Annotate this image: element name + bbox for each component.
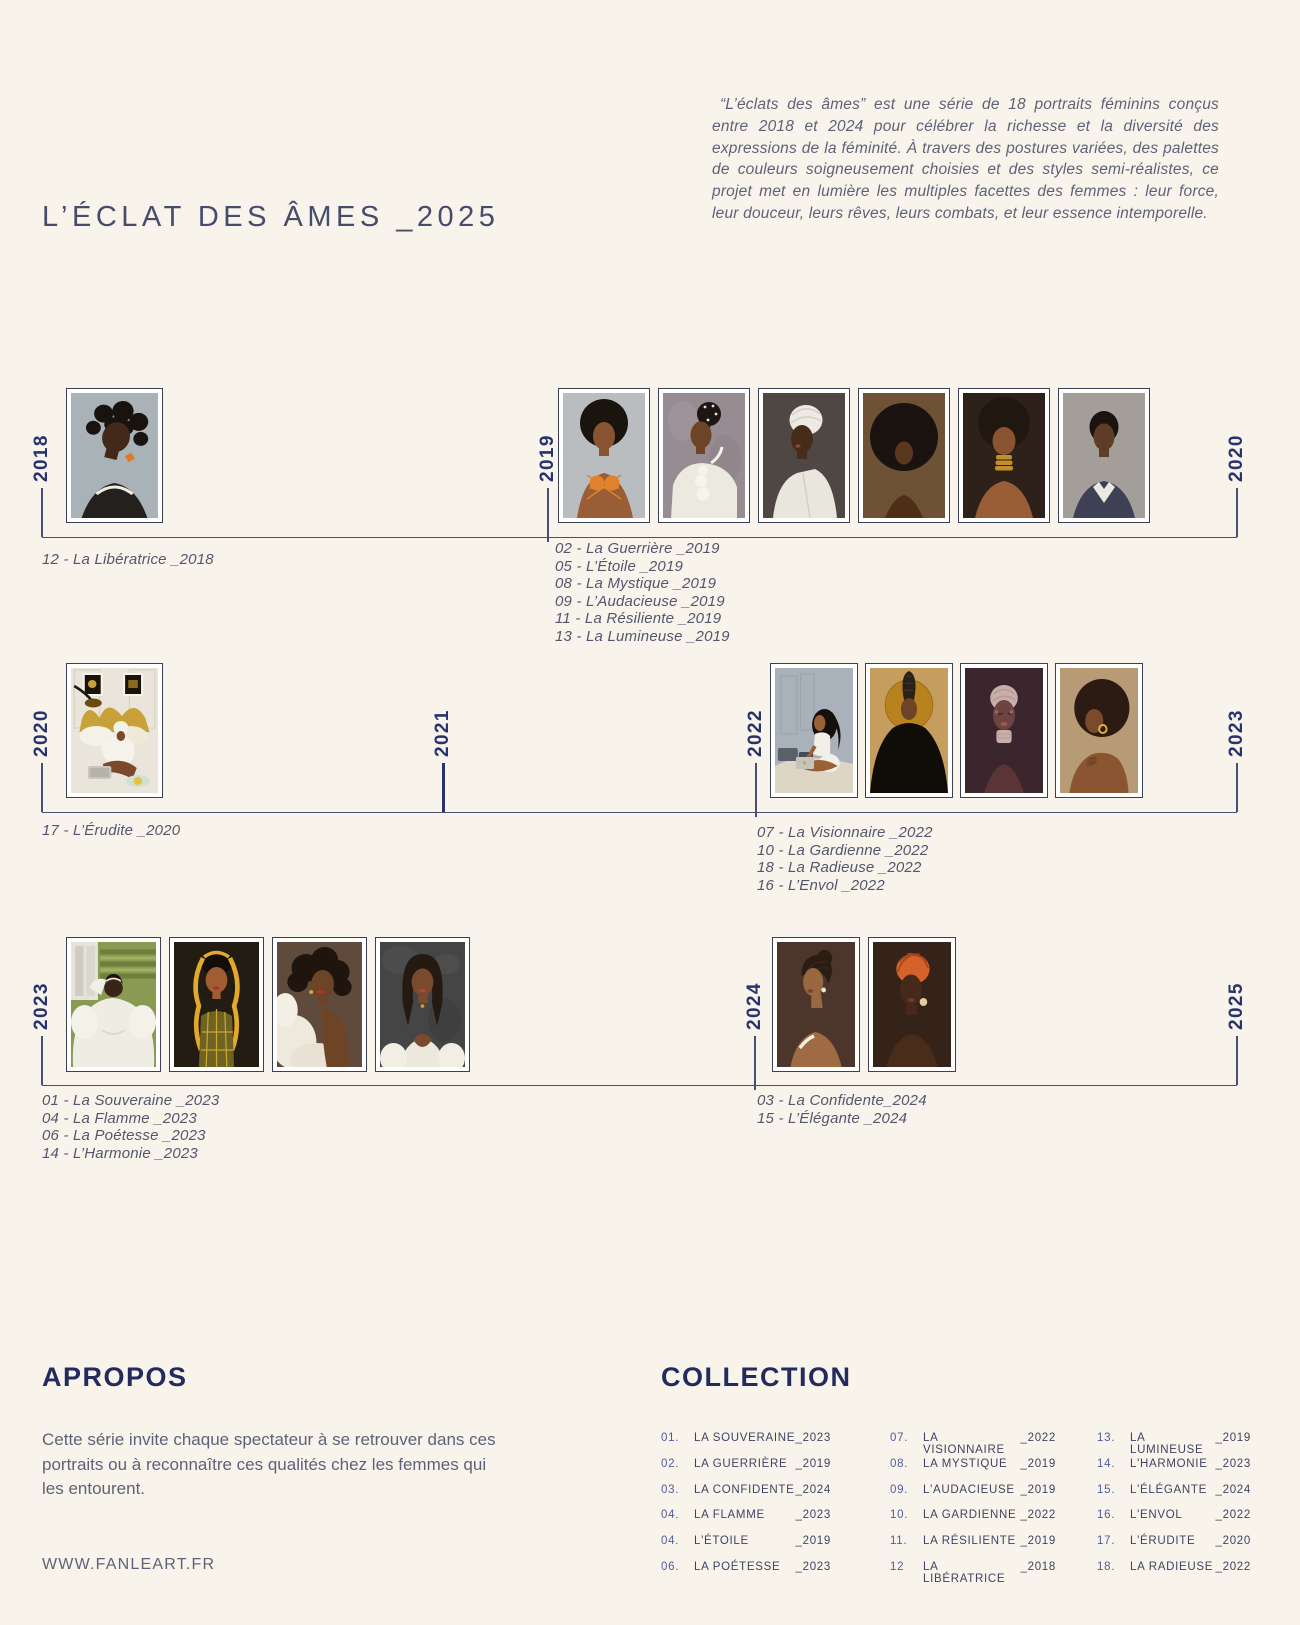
collection-number: 02.: [661, 1457, 680, 1470]
collection-row: [1097, 1458, 1251, 1484]
collection-row: [1097, 1561, 1251, 1587]
artwork-frame: [1058, 388, 1150, 523]
artwork-frame: [169, 937, 264, 1072]
artwork-frame: [772, 937, 860, 1072]
collection-name: LA RADIEUSE: [1130, 1560, 1214, 1573]
artwork-caption: 10 - La Gardienne _2022: [757, 841, 929, 859]
year-marker: [31, 940, 53, 1030]
collection-year: _2019: [795, 1535, 831, 1548]
collection-year: _2022: [1215, 1509, 1251, 1522]
year-label: 2019: [537, 434, 558, 482]
collection-name: L'ÉTOILE: [694, 1535, 749, 1548]
artwork-caption: 06 - La Poétesse _2023: [42, 1127, 206, 1145]
collection-number: 06.: [661, 1560, 680, 1573]
collection-year: _2020: [1215, 1535, 1251, 1548]
collection-column: [661, 1432, 831, 1587]
artwork-caption: 07 - La Visionnaire _2022: [757, 824, 933, 841]
year-marker: [744, 940, 766, 1030]
collection-row: [890, 1484, 1056, 1510]
artwork-caption: 12 - La Libératrice _2018: [42, 551, 214, 568]
collection-year: _2022: [1020, 1509, 1056, 1522]
timeline-line: [42, 1085, 1237, 1086]
timeline-tick: [41, 1036, 42, 1085]
caption-block: [42, 1092, 219, 1162]
collection-number: 01.: [661, 1432, 680, 1444]
year-label: 2021: [432, 709, 453, 757]
artwork-image: [1060, 668, 1138, 793]
collection-year: _2022: [1215, 1560, 1251, 1573]
collection-number: 09.: [890, 1483, 909, 1496]
year-marker: [432, 667, 454, 757]
timeline-tick: [41, 763, 42, 812]
collection-name: LA GUERRIÈRE: [694, 1457, 788, 1470]
collection-year: _2019: [1215, 1432, 1251, 1444]
collection-name: LA LIBÉRATRICE: [923, 1560, 1006, 1585]
collection-row: [661, 1561, 831, 1587]
collection-row: [661, 1432, 831, 1458]
collection-name: L'AUDACIEUSE: [923, 1483, 1015, 1496]
collection-row: [890, 1458, 1056, 1484]
collection-number: 14.: [1097, 1457, 1116, 1470]
collection-year: _2023: [795, 1509, 831, 1522]
artwork-caption: 14 - L’Harmonie _2023: [42, 1144, 198, 1162]
collection-row: [1097, 1484, 1251, 1510]
artwork-frame: [758, 388, 850, 523]
collection-name: LA POÉTESSE: [694, 1560, 781, 1573]
collection-number: 18.: [1097, 1560, 1116, 1573]
artwork-caption: 16 - L’Envol _2022: [757, 876, 885, 894]
collection-name: LA RÉSILIENTE: [923, 1535, 1016, 1548]
collection-name: L'ÉRUDITE: [1130, 1535, 1196, 1548]
year-label: 2022: [745, 709, 766, 757]
caption-block: [42, 822, 180, 840]
timeline-line: [42, 537, 1237, 538]
timeline-tick: [1236, 763, 1237, 812]
collection-row: [661, 1535, 831, 1561]
caption-block: [757, 1092, 927, 1127]
timeline-tick: [547, 488, 548, 542]
artwork-caption: 08 - La Mystique _2019: [555, 575, 717, 593]
artwork-caption: 02 - La Guerrière _2019: [555, 540, 720, 557]
collection-name: L'HARMONIE: [1130, 1457, 1208, 1470]
artwork-caption: 17 - L’Érudite _2020: [42, 822, 181, 839]
caption-block: [555, 540, 730, 646]
collection-name: LA CONFIDENTE: [694, 1483, 795, 1496]
about-text: Cette série invite chaque spectateur à se retrouver dans ces portraits ou à reconnaître ces qualités chez les femmes qui les entourent.: [42, 1430, 496, 1498]
caption-block: [42, 551, 214, 569]
artwork-frame: [558, 388, 650, 523]
artwork-caption: 13 - La Lumineuse _2019: [555, 627, 730, 645]
artwork-image: [870, 668, 948, 793]
artwork-image: [863, 393, 945, 518]
artwork-frame: [375, 937, 470, 1072]
collection-year: _2018: [1020, 1560, 1056, 1573]
artwork-image: [563, 393, 645, 518]
artwork-frame: [960, 663, 1048, 798]
collection-year: _2019: [1020, 1483, 1056, 1496]
collection-row: [890, 1561, 1056, 1587]
collection-row: [661, 1484, 831, 1510]
collection-row: [661, 1509, 831, 1535]
collection-name: LA LUMINEUSE: [1130, 1432, 1204, 1456]
artwork-frame: [865, 663, 953, 798]
collection-row: [1097, 1509, 1251, 1535]
artwork-frame: [1055, 663, 1143, 798]
collection-year: _2019: [1020, 1457, 1056, 1470]
collection-number: 07.: [890, 1432, 909, 1444]
collection-number: 10.: [890, 1509, 909, 1522]
year-marker: [537, 392, 559, 482]
artwork-image: [71, 393, 158, 518]
timeline-tick: [754, 1036, 755, 1090]
artwork-image: [174, 942, 259, 1067]
artwork-image: [277, 942, 362, 1067]
artwork-frame: [958, 388, 1050, 523]
collection-heading: COLLECTION: [661, 1362, 852, 1392]
collection-row: [890, 1535, 1056, 1561]
artwork-image: [775, 668, 853, 793]
collection-name: LA FLAMME: [694, 1509, 765, 1522]
artwork-frame: [272, 937, 367, 1072]
year-marker: [1226, 940, 1248, 1030]
collection-number: 03.: [661, 1483, 680, 1496]
year-label: 2024: [744, 982, 765, 1030]
year-marker: [745, 667, 767, 757]
year-marker: [31, 392, 53, 482]
collection-year: _2023: [795, 1560, 831, 1573]
collection-number: 12: [890, 1560, 905, 1573]
year-label: 2023: [31, 982, 52, 1030]
collection-year: _2024: [795, 1483, 831, 1496]
collection-year: _2023: [795, 1432, 831, 1444]
website-url: WWW.FANLEART.FR: [42, 1556, 216, 1573]
caption-block: [757, 824, 933, 894]
collection-number: 04.: [661, 1509, 680, 1522]
timeline-tick: [1236, 1036, 1237, 1085]
artwork-frame: [66, 937, 161, 1072]
collection-number: 13.: [1097, 1432, 1116, 1444]
artwork-frame: [858, 388, 950, 523]
artwork-image: [963, 393, 1045, 518]
artwork-image: [71, 668, 158, 793]
artwork-caption: 15 - L’Élégante _2024: [757, 1109, 908, 1127]
artwork-image: [663, 393, 745, 518]
collection-name: L'ÉLÉGANTE: [1130, 1483, 1207, 1496]
collection-name: LA SOUVERAINE: [694, 1432, 796, 1444]
artwork-image: [1063, 393, 1145, 518]
artwork-frame: [868, 937, 956, 1072]
year-marker: [31, 667, 53, 757]
page-title: L’ÉCLAT DES ÂMES _2025: [42, 201, 500, 233]
collection-year: _2019: [795, 1457, 831, 1470]
artwork-frame: [658, 388, 750, 523]
artwork-caption: 03 - La Confidente_2024: [757, 1092, 927, 1109]
collection-number: 16.: [1097, 1509, 1116, 1522]
collection-name: LA MYSTIQUE: [923, 1457, 1008, 1470]
artwork-frame: [66, 388, 163, 523]
artwork-caption: 11 - La Résiliente _2019: [555, 610, 722, 628]
collection-year: _2022: [1020, 1432, 1056, 1444]
timeline-line: [42, 812, 1237, 813]
collection-year: _2019: [1020, 1535, 1056, 1548]
collection-name: LA VISIONNAIRE: [923, 1432, 1005, 1456]
collection-row: [1097, 1535, 1251, 1561]
artwork-image: [965, 668, 1043, 793]
artwork-caption: 01 - La Souveraine _2023: [42, 1092, 220, 1109]
collection-row: [661, 1458, 831, 1484]
year-marker: [1226, 667, 1248, 757]
collection-number: 17.: [1097, 1535, 1116, 1548]
year-marker: [1226, 392, 1248, 482]
timeline-tick: [755, 763, 756, 817]
artwork-image: [777, 942, 855, 1067]
collection-number: 04.: [661, 1535, 680, 1548]
year-label: 2020: [1226, 434, 1247, 482]
collection-column: [890, 1432, 1056, 1587]
year-label: 2025: [1226, 982, 1247, 1030]
collection-number: 11.: [890, 1535, 908, 1548]
year-label: 2018: [31, 434, 52, 482]
artwork-frame: [66, 663, 163, 798]
collection-year: _2023: [1215, 1457, 1251, 1470]
year-label: 2023: [1226, 709, 1247, 757]
timeline-tick: [41, 488, 42, 537]
artwork-caption: 04 - La Flamme _2023: [42, 1109, 197, 1127]
artwork-image: [763, 393, 845, 518]
collection-name: LA GARDIENNE: [923, 1509, 1017, 1522]
collection-row: [890, 1432, 1056, 1458]
artwork-caption: 05 - L’Étoile _2019: [555, 557, 684, 575]
collection-number: 15.: [1097, 1483, 1116, 1496]
artwork-caption: 09 - L’Audacieuse _2019: [555, 592, 725, 610]
artwork-image: [380, 942, 465, 1067]
timeline-tick: [442, 763, 445, 812]
artwork-caption: 18 - La Radieuse _2022: [757, 859, 922, 877]
year-label: 2020: [31, 709, 52, 757]
artwork-image: [873, 942, 951, 1067]
collection-name: L'ENVOL: [1130, 1509, 1183, 1522]
artwork-image: [71, 942, 156, 1067]
timeline-tick: [1236, 488, 1237, 537]
about-heading: APROPOS: [42, 1362, 188, 1392]
intro-paragraph: “L’éclats des âmes” est une série de 18 portraits féminins conçus entre 2018 et 2024 pour célébrer la richesse et la diversité des expressions de la féminité. À travers des postures variées, des palettes de couleurs soigneusement choisies et des styles semi-réalistes, ce projet met en lumière les multiples facettes des femmes : leur force, leur douceur, leurs rêves, leurs combats, et leur essence intemporelle.: [712, 96, 1219, 222]
collection-row: [890, 1509, 1056, 1535]
collection-year: _2024: [1215, 1483, 1251, 1496]
artwork-frame: [770, 663, 858, 798]
collection-row: [1097, 1432, 1251, 1458]
collection-column: [1097, 1432, 1251, 1587]
collection-number: 08.: [890, 1457, 909, 1470]
